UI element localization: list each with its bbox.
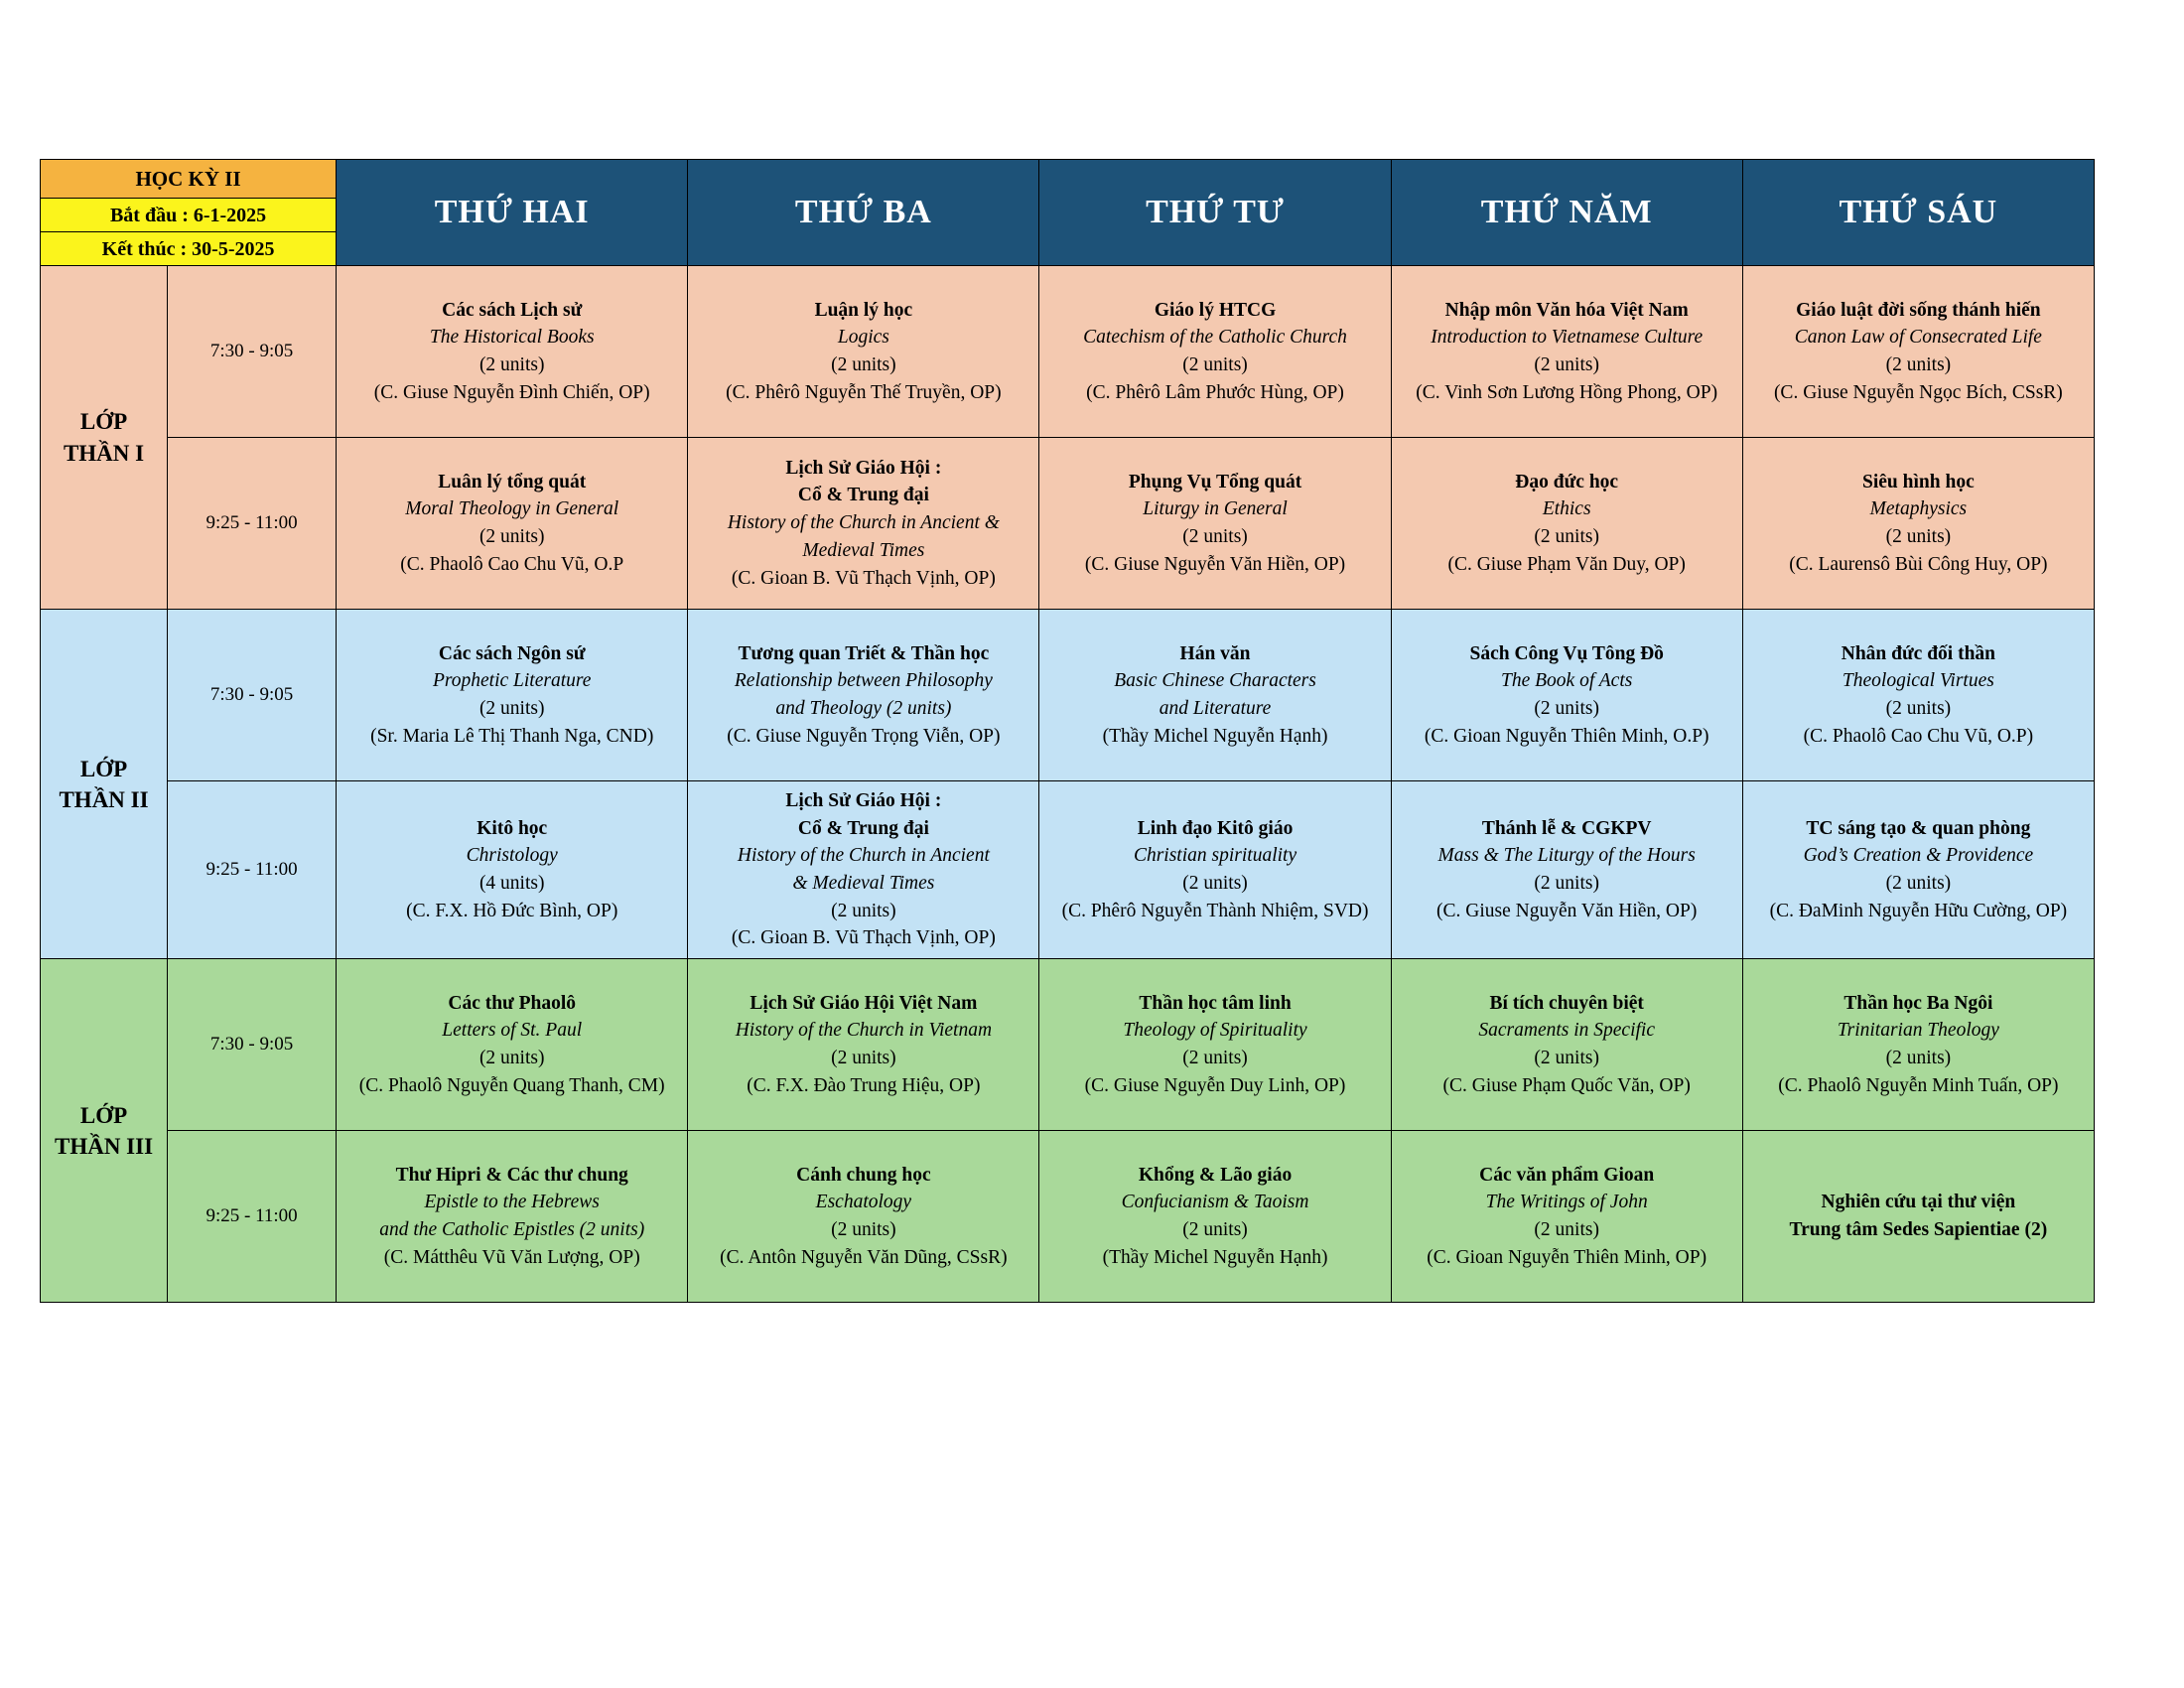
course-teacher: (C. Phêrô Nguyễn Thành Nhiệm, SVD) [1061,900,1369,921]
course-teacher: (C. Giuse Phạm Văn Duy, OP) [1447,553,1686,575]
course-units: (2 units) [1885,873,1952,895]
course-teacher: (C. F.X. Đào Trung Hiệu, OP) [747,1074,981,1096]
class-level-label-1 [41,266,168,610]
course-name-vi: Cánh chung học [796,1164,931,1186]
course-teacher: (C. Laurensô Bùi Công Huy, OP) [1789,553,2048,575]
course-teacher: (C. Gioan Nguyễn Thiên Minh, OP) [1427,1246,1707,1268]
course-name-en: History of the Church in Vietnam [735,1020,993,1042]
course-cell [1742,959,2094,1131]
course-cell [1039,610,1391,781]
course-teacher: (C. Antôn Nguyễn Văn Dũng, CSsR) [720,1246,1008,1268]
course-name-en: Canon Law of Consecrated Life [1794,327,2042,349]
course-teacher: (C. Giuse Nguyễn Trọng Viễn, OP) [727,725,1001,747]
table-header-row [41,160,2095,266]
course-name-en: Basic Chinese Characters [1114,670,1316,692]
table-row [41,1131,2095,1303]
course-teacher: (C. Giuse Nguyễn Ngọc Bích, CSsR) [1773,381,2063,403]
course-name-en: and Theology (2 units) [775,698,952,719]
course-units: (2 units) [1534,526,1599,547]
class-level-line2: THẦN III [54,1133,154,1159]
day-header-1: THỨ HAI [337,160,688,266]
course-units: (2 units) [1534,1048,1599,1069]
course-units: (2 units) [831,900,896,921]
time-slot-label: 7:30 - 9:05 [168,610,337,781]
day-header-5: THỨ SÁU [1742,160,2094,266]
course-name-en: Christian spirituality [1133,845,1297,867]
time-slot-label: 7:30 - 9:05 [168,266,337,438]
course-name-en: Mass & The Liturgy of the Hours [1437,845,1696,867]
course-name-vi: Phụng Vụ Tổng quát [1128,471,1302,492]
table-row [41,266,2095,438]
course-name-en: Confucianism & Taoism [1121,1192,1309,1213]
course-cell [1391,610,1742,781]
course-teacher: (C. Phêrô Lâm Phước Hùng, OP) [1086,381,1344,403]
course-name-en: History of the Church in Ancient & [727,512,1000,534]
course-name-vi: Lịch Sử Giáo Hội Việt Nam [750,992,978,1014]
course-name-en: The Historical Books [429,327,595,349]
course-name-vi: Nghiên cứu tại thư viện [1821,1192,2016,1213]
course-cell [1742,266,2094,438]
course-name-vi: Các thư Phaolô [448,992,577,1014]
course-name-vi: Khổng & Lão giáo [1138,1164,1293,1186]
table-row [41,438,2095,610]
course-cell [337,1131,688,1303]
course-units: (2 units) [1182,1219,1248,1241]
course-name-vi: Linh đạo Kitô giáo [1137,817,1294,839]
course-teacher: (C. Phaolô Nguyễn Minh Tuấn, OP) [1778,1074,2059,1096]
course-name-vi: Giáo lý HTCG [1154,299,1277,321]
course-cell [337,781,688,959]
course-name-vi: Thánh lễ & CGKPV [1481,817,1652,839]
course-units: (2 units) [1534,698,1599,719]
course-cell [688,781,1039,959]
course-name-en: Theology of Spirituality [1123,1020,1307,1042]
course-cell [1391,781,1742,959]
course-name-en: The Writings of John [1485,1192,1648,1213]
class-level-line1: LỚP [79,409,128,435]
course-cell [1391,959,1742,1131]
course-name-vi: Bí tích chuyên biệt [1489,992,1644,1014]
class-level-line1: LỚP [79,1102,128,1128]
course-units: (2 units) [1885,526,1952,547]
course-name-en: Logics [837,327,889,349]
course-name-vi: Nhân đức đối thần [1841,642,1996,664]
class-level-label-3 [41,959,168,1303]
course-cell [688,438,1039,610]
course-cell [1039,438,1391,610]
course-cell [1391,266,1742,438]
course-name-vi: Các sách Ngôn sứ [438,642,586,664]
course-cell [337,266,688,438]
course-name-en: Liturgy in General [1143,498,1288,520]
course-name-en: Moral Theology in General [405,498,619,520]
course-units: (2 units) [1534,873,1599,895]
course-teacher: (Thầy Michel Nguyễn Hạnh) [1102,725,1328,747]
course-name-en: Catechism of the Catholic Church [1083,327,1347,349]
course-units: (2 units) [478,526,545,547]
course-units: (2 units) [1534,354,1599,375]
table-row [41,959,2095,1131]
course-cell [1039,781,1391,959]
course-teacher: (C. Phaolô Nguyễn Quang Thanh, CM) [358,1074,665,1096]
term-title: HỌC KỲ II [41,160,336,199]
class-schedule-table [40,159,2095,1303]
course-teacher: (C. Giuse Nguyễn Duy Linh, OP) [1084,1074,1346,1096]
course-cell [1039,266,1391,438]
course-name-vi: Hán văn [1179,642,1251,664]
class-level-label-2 [41,610,168,959]
time-slot-label: 9:25 - 11:00 [168,1131,337,1303]
course-name-en: Epistle to the Hebrews [424,1192,600,1213]
course-name-en: God’s Creation & Providence [1803,845,2034,867]
course-cell [1039,1131,1391,1303]
course-units: (2 units) [1885,698,1952,719]
course-name-vi: Thần học tâm linh [1139,992,1292,1014]
course-name-en: Prophetic Literature [433,670,592,692]
course-units: (2 units) [478,354,545,375]
course-name-en: Trinitarian Theology [1837,1020,1999,1042]
course-units: (2 units) [1885,354,1952,375]
course-name-vi: Cổ & Trung đại [797,817,929,839]
course-teacher: (C. Giuse Nguyễn Văn Hiền, OP) [1084,553,1346,575]
course-name-en: Sacraments in Specific [1478,1020,1655,1042]
course-teacher: (C. Giuse Phạm Quốc Văn, OP) [1442,1074,1691,1096]
course-name-vi: Lịch Sử Giáo Hội : [785,457,942,479]
table-row [41,610,2095,781]
course-units: (2 units) [1182,873,1248,895]
course-teacher: (C. ĐaMinh Nguyễn Hữu Cường, OP) [1769,900,2068,921]
class-level-line2: THẦN I [63,440,145,466]
course-name-en: & Medieval Times [792,873,935,895]
course-cell [1742,1131,2094,1303]
course-teacher: (Thầy Michel Nguyễn Hạnh) [1102,1246,1328,1268]
course-name-vi: Trung tâm Sedes Sapientiae (2) [1789,1219,2048,1241]
course-cell [1742,781,2094,959]
course-teacher: (C. Gioan Nguyễn Thiên Minh, O.P) [1424,725,1709,747]
course-name-vi: Giáo luật đời sống thánh hiến [1796,299,2041,321]
course-teacher: (C. Phaolô Cao Chu Vũ, O.P [400,553,624,575]
course-cell [688,959,1039,1131]
course-cell [1391,1131,1742,1303]
course-name-vi: Thư Hipri & Các thư chung [395,1164,628,1186]
course-name-en: History of the Church in Ancient [737,845,990,867]
course-cell [337,438,688,610]
course-cell [1742,610,2094,781]
course-name-vi: Kitô học [477,817,548,839]
course-name-en: Christology [466,845,558,867]
course-cell [337,610,688,781]
course-teacher: (C. Vinh Sơn Lương Hồng Phong, OP) [1416,381,1718,403]
course-units: (2 units) [1885,1048,1952,1069]
course-units: (2 units) [1182,354,1248,375]
time-slot-label: 7:30 - 9:05 [168,959,337,1131]
course-cell [1742,438,2094,610]
time-slot-label: 9:25 - 11:00 [168,781,337,959]
course-teacher: (C. Mátthêu Vũ Văn Lượng, OP) [383,1246,640,1268]
course-cell [1039,959,1391,1131]
course-units: (2 units) [831,1048,896,1069]
course-cell [337,959,688,1131]
course-cell [688,1131,1039,1303]
course-name-en: Metaphysics [1869,498,1968,520]
course-name-vi: Siêu hình học [1862,471,1975,492]
course-name-en: Eschatology [815,1192,912,1213]
course-name-en: and the Catholic Epistles (2 units) [379,1219,645,1241]
course-teacher: (C. Phêrô Nguyễn Thế Truyền, OP) [726,381,1002,403]
course-units: (2 units) [1182,526,1248,547]
course-name-vi: Đạo đức học [1515,471,1619,492]
course-cell [688,266,1039,438]
time-slot-label: 9:25 - 11:00 [168,438,337,610]
course-name-en: Letters of St. Paul [442,1020,583,1042]
course-name-en: The Book of Acts [1501,670,1633,692]
course-name-en: Introduction to Vietnamese Culture [1431,327,1704,349]
course-name-vi: Sách Công Vụ Tông Đồ [1469,642,1664,664]
course-teacher: (C. Giuse Nguyễn Văn Hiền, OP) [1436,900,1698,921]
course-name-en: Theological Virtues [1842,670,1994,692]
course-teacher: (C. Phaolô Cao Chu Vũ, O.P) [1803,725,2034,747]
class-level-line2: THẦN II [59,786,149,812]
term-start-date: Bắt đầu : 6-1-2025 [41,199,336,232]
course-cell [1391,438,1742,610]
course-name-vi: Lịch Sử Giáo Hội : [785,790,942,811]
course-name-vi: Thần học Ba Ngôi [1843,992,1993,1014]
course-name-vi: TC sáng tạo & quan phòng [1806,817,2031,839]
table-row [41,781,2095,959]
course-units: (2 units) [831,1219,896,1241]
course-units: (2 units) [831,354,896,375]
course-name-en: Ethics [1542,498,1591,520]
course-units: (2 units) [478,1048,545,1069]
course-teacher: (C. Gioan B. Vũ Thạch Vịnh, OP) [731,567,996,589]
course-teacher: (C. Gioan B. Vũ Thạch Vịnh, OP) [731,927,996,949]
course-name-en: Relationship between Philosophy [734,670,993,692]
term-header-cell [41,160,337,266]
course-name-vi: Tương quan Triết & Thần học [738,642,990,664]
course-teacher: (C. Giuse Nguyễn Đình Chiến, OP) [373,381,650,403]
course-cell [688,610,1039,781]
course-name-vi: Các văn phẩm Gioan [1479,1164,1655,1186]
day-header-4: THỨ NĂM [1391,160,1742,266]
class-level-line1: LỚP [79,756,128,781]
course-units: (2 units) [1534,1219,1599,1241]
course-name-vi: Các sách Lịch sử [442,299,583,321]
course-name-en: and Literature [1159,698,1272,719]
course-name-vi: Cổ & Trung đại [797,485,929,506]
day-header-2: THỨ BA [688,160,1039,266]
course-name-vi: Nhập môn Văn hóa Việt Nam [1444,299,1689,321]
course-teacher: (Sr. Maria Lê Thị Thanh Nga, CND) [370,725,654,747]
course-teacher: (C. F.X. Hồ Đức Bình, OP) [406,900,618,921]
course-name-vi: Luân lý tổng quát [438,471,587,492]
course-units: (4 units) [478,873,545,895]
course-units: (2 units) [1182,1048,1248,1069]
term-end-date: Kết thúc : 30-5-2025 [41,232,336,265]
day-header-3: THỨ TƯ [1039,160,1391,266]
course-units: (2 units) [478,698,545,719]
course-name-vi: Luận lý học [814,299,913,321]
course-name-en: Medieval Times [802,539,925,561]
